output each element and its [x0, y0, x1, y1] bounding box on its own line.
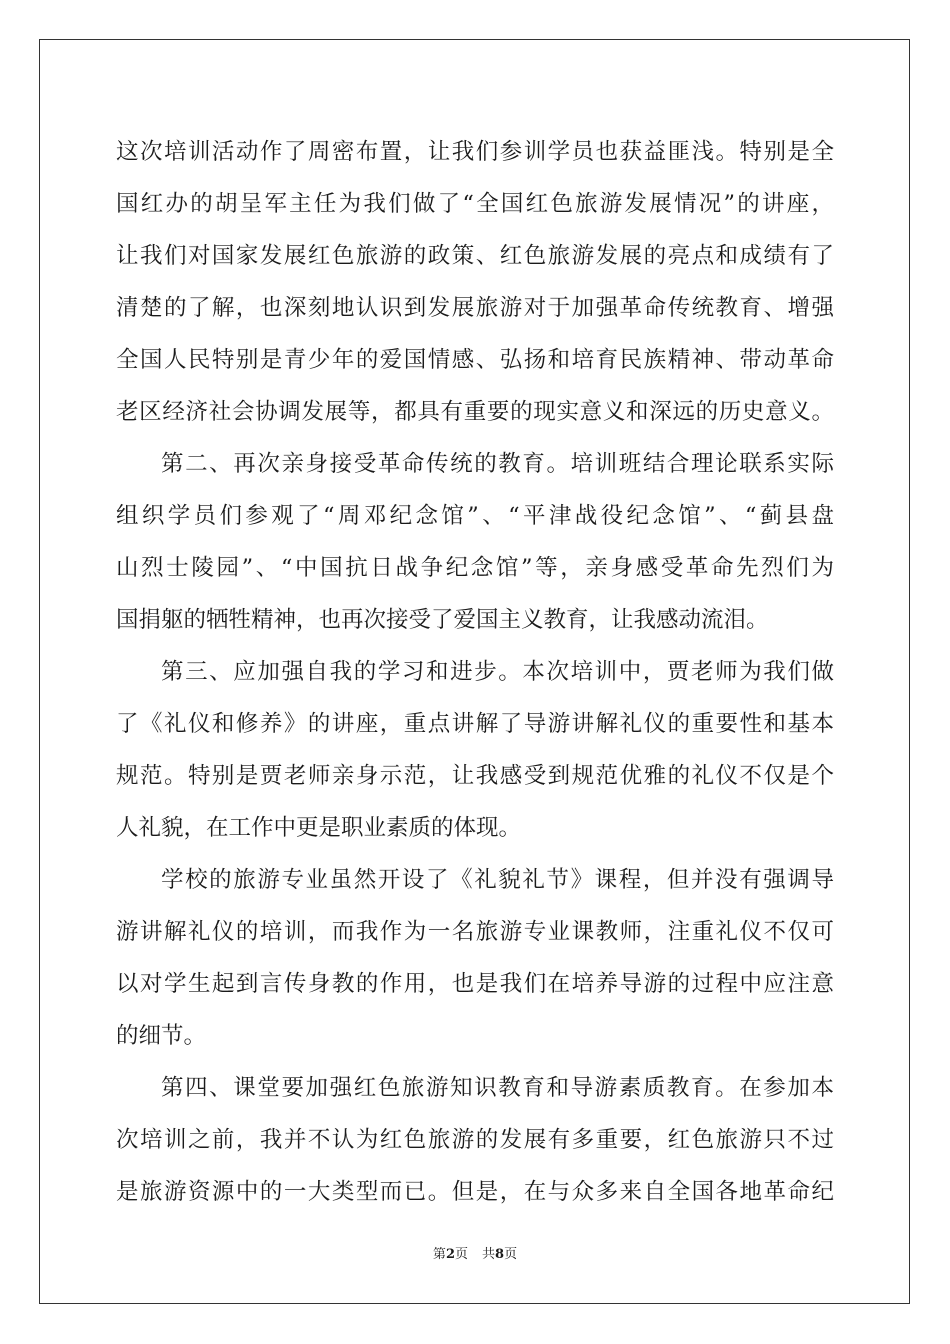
text-line: 第三、应加强自我的学习和进步。本次培训中，贾老师为我们做: [161, 659, 834, 685]
footer-total-pages: 8: [495, 1247, 505, 1262]
text-line: 第二、再次亲身接受革命传统的教育。培训班结合理论联系实际: [161, 451, 834, 477]
text-line: 是旅游资源中的一大类型而已。但是，在与众多来自全国各地革命纪: [116, 1179, 834, 1205]
text-line: 游讲解礼仪的培训，而我作为一名旅游专业课教师，注重礼仪不仅可: [116, 919, 834, 945]
text-line: 国红办的胡呈军主任为我们做了“全国红色旅游发展情况”的讲座，: [116, 191, 834, 217]
text-line: 清楚的了解，也深刻地认识到发展旅游对于加强革命传统教育、增强: [116, 295, 834, 321]
text-line: 老区经济社会协调发展等，都具有重要的现实意义和深远的历史意义。: [116, 399, 834, 425]
text-line: 这次培训活动作了周密布置，让我们参训学员也获益匪浅。特别是全: [116, 139, 834, 165]
text-line: 规范。特别是贾老师亲身示范，让我感受到规范优雅的礼仪不仅是个: [116, 763, 834, 789]
text-line: 以对学生起到言传身教的作用，也是我们在培养导游的过程中应注意: [116, 971, 834, 997]
document-body: [116, 126, 834, 1218]
text-line: 国捐躯的牺牲精神，也再次接受了爱国主义教育，让我感动流泪。: [116, 607, 769, 633]
page-footer: [0, 1245, 950, 1265]
text-line: 次培训之前，我并不认为红色旅游的发展有多重要，红色旅游只不过: [116, 1127, 834, 1153]
footer-page-number: 2: [445, 1247, 455, 1262]
text-line: 组织学员们参观了“周邓纪念馆”、“平津战役纪念馆”、“蓟县盘: [116, 503, 834, 529]
footer-page-suffix: 页: [454, 1247, 468, 1262]
text-line: 学校的旅游专业虽然开设了《礼貌礼节》课程，但并没有强调导: [161, 867, 834, 893]
footer-total-prefix: 共: [482, 1247, 496, 1262]
text-line: 让我们对国家发展红色旅游的政策、红色旅游发展的亮点和成绩有了: [116, 243, 834, 269]
text-line: 人礼貌，在工作中更是职业素质的体现。: [116, 815, 522, 841]
footer-page-prefix: 第: [432, 1247, 446, 1262]
text-line: 第四、课堂要加强红色旅游知识教育和导游素质教育。在参加本: [161, 1075, 834, 1101]
text-line: 全国人民特别是青少年的爱国情感、弘扬和培育民族精神、带动革命: [116, 347, 834, 373]
footer-total-suffix: 页: [504, 1247, 518, 1262]
text-line: 山烈士陵园”、“中国抗日战争纪念馆”等，亲身感受革命先烈们为: [116, 555, 834, 581]
text-line: 的细节。: [116, 1023, 207, 1049]
text-line: 了《礼仪和修养》的讲座，重点讲解了导游讲解礼仪的重要性和基本: [116, 711, 834, 737]
